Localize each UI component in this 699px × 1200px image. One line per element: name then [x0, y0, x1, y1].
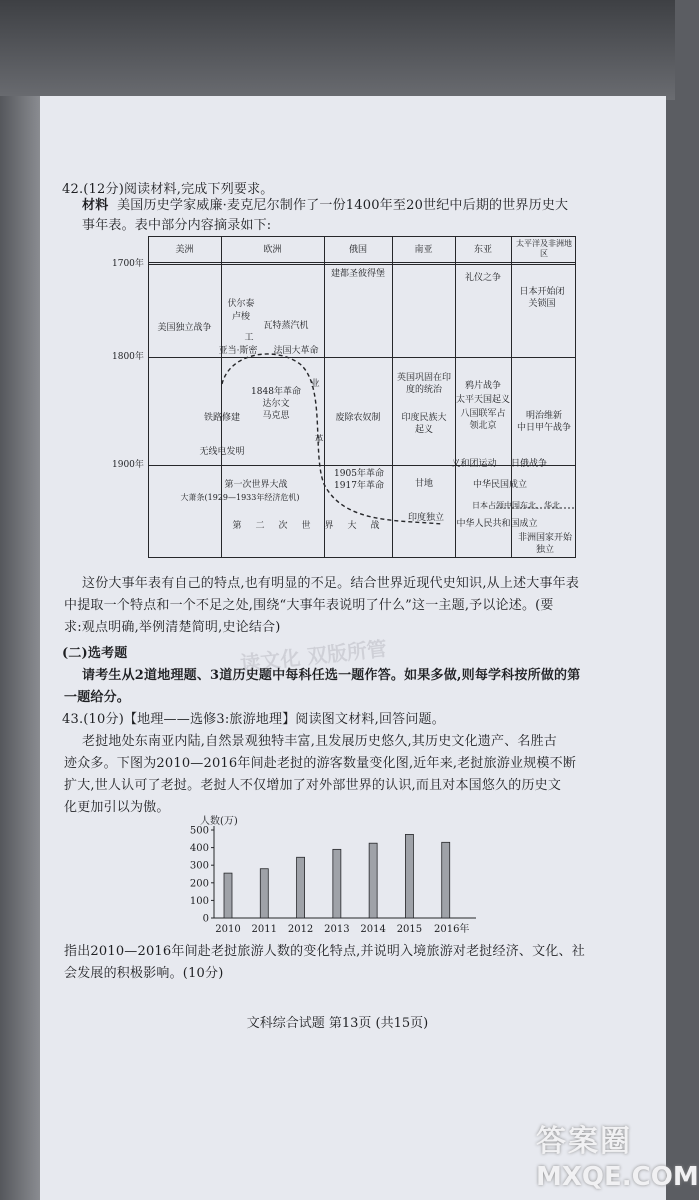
chart-bar	[260, 869, 268, 918]
entry-great-depression: 大萧条(1929—1933年经济危机)	[180, 493, 300, 502]
entry-rousseau: 卢梭	[231, 312, 250, 322]
entry-marx: 马克思	[262, 411, 290, 421]
q43-para-line4: 化更加引以为傲。	[64, 800, 170, 815]
entry-eight-nation: 八国联军占领北京	[460, 409, 506, 431]
chronology-table	[108, 236, 576, 560]
year-label-1800: 1800年	[112, 352, 144, 362]
q42-task-line3: 求:观点明确,举例清楚简明,史论结合)	[64, 620, 281, 635]
visitor-bar-chart	[160, 810, 500, 940]
chart-bar	[333, 849, 341, 918]
entry-american-independence: 美国独立战争	[157, 323, 212, 333]
entry-ww2: 第二次世界大战	[232, 521, 394, 531]
entry-ind-rev-ye: 业	[310, 379, 320, 389]
chart-bar	[442, 842, 450, 918]
chart-x-tick-label: 2016年	[433, 924, 470, 935]
chart-bar	[297, 857, 305, 918]
header-americas: 美洲	[175, 245, 194, 255]
section-optional-title: (二)选考题	[62, 646, 128, 661]
entry-british-india: 英国巩固在印度的统治	[396, 373, 451, 395]
material-text: 美国历史学家威廉·麦克尼尔制作了一份1400年至20世纪中后期的世界历史大	[117, 198, 569, 213]
q43-para-line3: 扩大,世人认可了老挝。老挝人不仅增加了对外部世界的认识,而且对本国悠久的历史文	[64, 778, 562, 793]
q42-task-line2: 中提取一个特点和一个不足之处,围绕“大事年表说明了什么”这一主题,予以论述。(要	[64, 598, 554, 613]
year-label-1700: 1700年	[112, 259, 144, 269]
header-south-asia: 南亚	[414, 245, 433, 255]
entry-prc: 中华人民共和国成立	[456, 519, 538, 529]
watermark-url: MXQE.COM	[536, 1162, 699, 1192]
entry-ind-rev-ge: 革	[314, 435, 324, 445]
entry-voltaire: 伏尔泰	[227, 299, 255, 309]
entry-roc: 中华民国成立	[472, 480, 527, 490]
entry-opium-war: 鸦片战争	[464, 381, 501, 391]
q43-para-line1: 老挝地处东南亚内陆,自然景观独特丰富,且发展历史悠久,其历史文化遗产、名胜古	[82, 734, 557, 749]
header-russia: 俄国	[348, 245, 367, 255]
photo-background-left	[0, 96, 40, 1200]
q43-prompt: 43.(10分)【地理——选修3:旅游地理】阅读图文材料,回答问题。	[62, 712, 445, 727]
q43-question-line1: 指出2010—2016年间赴老挝旅游人数的变化特点,并说明入境旅游对老挝经济、文化、社	[64, 944, 585, 959]
chart-canvas	[160, 810, 500, 940]
header-europe: 欧洲	[263, 245, 282, 255]
chart-y-tick-label: 300	[189, 860, 209, 872]
entry-ind-rev-gong: 工	[244, 333, 254, 343]
entry-taiping: 太平天国起义	[455, 395, 510, 405]
page-footer: 文科综合试题 第13页 (共15页)	[246, 1016, 429, 1031]
year-label-1900: 1900年	[112, 460, 144, 470]
site-watermark	[536, 1116, 699, 1200]
header-east-asia: 东亚	[473, 245, 492, 255]
entry-sino-japanese-war: 中日甲午战争	[516, 423, 571, 433]
photo-background-top	[0, 0, 675, 100]
section-optional-instruction-1: 请考生从2道地理题、3道历史题中每科任选一题作答。如果多做,则每学科按所做的第	[82, 668, 581, 683]
chart-x-tick-label: 2013	[324, 924, 350, 935]
entry-serfdom: 废除农奴制	[335, 413, 381, 423]
header-pacific-africa: 太平洋及非洲地区	[516, 239, 572, 258]
entry-ww1: 第一次世界大战	[224, 480, 288, 490]
material-label: 材料	[82, 198, 109, 213]
entry-boxer: 义和团运动	[451, 459, 497, 469]
entry-japan-seclusion: 日本开始闭关锁国	[519, 287, 565, 309]
entry-rites-controversy: 礼仪之争	[464, 273, 501, 283]
entry-gandhi: 甘地	[414, 479, 433, 489]
chart-y-tick-label: 200	[189, 878, 209, 890]
bleed-through-text: 读文化 双版所管	[239, 636, 388, 676]
chart-bar	[405, 834, 413, 918]
chart-y-tick-label: 0	[202, 913, 209, 925]
chart-x-tick-label: 2010	[215, 924, 241, 935]
chart-y-tick-label: 500	[189, 825, 209, 837]
entry-indian-rebellion: 印度民族大起义	[401, 413, 447, 435]
watermark-cn: 答案圈	[536, 1124, 632, 1159]
entry-railway: 铁路修建	[203, 413, 240, 423]
entry-st-petersburg: 建都圣彼得堡	[330, 269, 385, 279]
q42-task-line1: 这份大事年表有自己的特点,也有明显的不足。结合世界近现代史知识,从上述大事年表	[82, 576, 580, 591]
chart-y-tick-label: 100	[189, 895, 209, 907]
entry-1917-revolution: 1917年革命	[334, 481, 384, 491]
chart-x-tick-label: 2011	[251, 924, 278, 935]
chart-bar	[224, 873, 232, 918]
entry-african-independence: 非洲国家开始独立	[517, 533, 572, 555]
chart-y-tick-label: 400	[189, 843, 209, 855]
entry-watt-steam: 瓦特蒸汽机	[263, 321, 309, 331]
q43-question-line2: 会发展的积极影响。(10分)	[64, 966, 224, 981]
industrial-revolution-curve	[108, 236, 576, 560]
chart-x-tick-label: 2015	[396, 924, 423, 935]
section-optional-instruction-2: 一题给分。	[64, 690, 131, 705]
q42-prompt: 42.(12分)阅读材料,完成下列要求。	[62, 182, 274, 197]
entry-russo-japanese: 日俄战争	[510, 459, 547, 469]
entry-1905-revolution: 1905年革命	[334, 469, 384, 479]
chart-y-label: 人数(万)	[200, 816, 238, 827]
entry-1848-revolution: 1848年革命	[251, 387, 301, 397]
entry-radio: 无线电发明	[199, 447, 245, 457]
chart-x-tick-label: 2012	[287, 924, 314, 935]
entry-french-revolution: 法国大革命	[273, 346, 319, 356]
entry-adam-smith: 亚当·斯密	[218, 346, 258, 356]
entry-japan-occupation: 日本占领中国东北、华北	[472, 501, 560, 510]
q42-material-line2: 事年表。表中部分内容摘录如下:	[82, 218, 272, 233]
q43-para-line2: 迹众多。下图为2010—2016年间赴老挝的游客数量变化图,近年来,老挝旅游业规模不断	[64, 756, 577, 771]
entry-meiji: 明治维新	[525, 411, 562, 421]
chart-bar	[369, 843, 377, 918]
chart-x-tick-label: 2014	[360, 924, 386, 935]
entry-india-independence: 印度独立	[407, 513, 444, 523]
entry-darwin: 达尔文	[262, 399, 290, 409]
